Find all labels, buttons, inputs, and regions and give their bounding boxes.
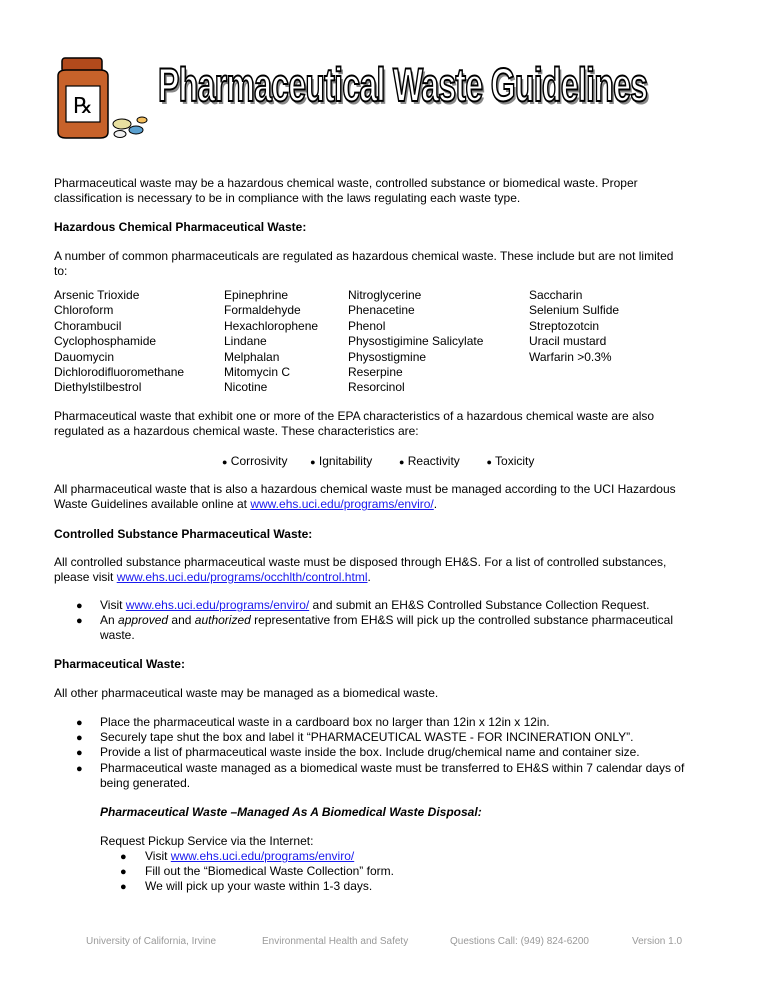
pharma-para: All other pharmaceutical waste may be managed as a biomedical waste. — [54, 686, 439, 700]
biomedical-subheading: Pharmaceutical Waste –Managed As A Biomedical Waste Disposal: — [100, 805, 482, 819]
footer-dept: Environmental Health and Safety — [262, 936, 409, 947]
request-bullet-3: We will pick up your waste within 1-3 days. — [145, 879, 373, 893]
controlled-bullet-2-cont: waste. — [100, 628, 135, 642]
bullet-icon: ● — [76, 615, 83, 627]
chemical-item: Physostigmine — [348, 349, 427, 364]
bullet-icon: ● — [76, 763, 83, 775]
chemical-item: Saccharin — [529, 288, 583, 302]
controlled-bullet-2: An approved and authorized representative from EH&S will pick up the controlled substance pharmaceutical — [100, 613, 674, 627]
footer-version: Version 1.0 — [632, 936, 683, 947]
footer-phone: Questions Call: (949) 824-6200 — [450, 936, 589, 947]
chemical-item: Dauomycin — [54, 349, 115, 364]
controlled-line-1: All controlled substance pharmaceutical waste must be disposed through EH&S. For a list of controlled substances, — [54, 555, 667, 569]
request-bullet-1: Visit www.ehs.uci.edu/programs/enviro/ — [145, 849, 355, 863]
pharma-heading: Pharmaceutical Waste: — [54, 657, 185, 671]
chemical-item: Selenium Sulfide — [529, 303, 620, 318]
intro-line-2: classification is necessary to be in compliance with the laws regulating each waste type. — [54, 191, 521, 205]
uci-line-1: All pharmaceutical waste that is also a hazardous chemical waste must be managed according to the UCI Hazardous — [54, 482, 676, 496]
chemical-item: Streptozotcin — [529, 318, 600, 333]
chemical-item: Chloroform — [54, 303, 114, 318]
bullet-icon: ● — [120, 851, 127, 863]
bullet-icon: ● — [120, 881, 127, 893]
chemical-item: Mitomycin C — [224, 365, 291, 380]
footer-org: University of California, Irvine — [86, 936, 217, 947]
characteristic-corrosivity: Corrosivity — [230, 454, 288, 468]
chemical-item: Reserpine — [348, 365, 403, 380]
epa-characteristics: ● Corrosivity ● Ignitability ● Reactivity ● Toxicity — [222, 454, 535, 468]
bullet-icon: ● — [76, 717, 83, 729]
bullet-icon: ● — [76, 747, 83, 759]
enviro-link[interactable]: www.ehs.uci.edu/programs/enviro/ — [250, 497, 434, 511]
chemical-item: Hexachlorophene — [224, 318, 319, 333]
intro-line-1: Pharmaceutical waste may be a hazardous chemical waste, controlled substance or biomedical waste. Proper — [54, 176, 638, 190]
page-title: Pharmaceutical Waste Guidelines — [158, 58, 648, 111]
uci-line-2: Waste Guidelines available online at www.ehs.uci.edu/programs/enviro/. — [54, 497, 438, 511]
chemical-item: Melphalan — [224, 349, 280, 364]
hazardous-para-2: to: — [54, 264, 68, 278]
chemical-item: Lindane — [224, 334, 267, 349]
chemical-column-1 — [54, 288, 184, 396]
pharma-bullet-4: Pharmaceutical waste managed as a biomedical waste must be transferred to EH&S within 7 calendar days of — [100, 761, 685, 775]
controlled-bullet-1: Visit www.ehs.uci.edu/programs/enviro/ and submit an EH&S Controlled Substance Collection Request. — [100, 598, 650, 612]
characteristic-reactivity: Reactivity — [407, 454, 460, 468]
pharma-bullet-1: Place the pharmaceutical waste in a cardboard box no larger than 12in x 12in x 12in. — [100, 715, 550, 729]
chemical-item: Uracil mustard — [529, 334, 607, 349]
controlled-line-2: please visit www.ehs.uci.edu/programs/occhlth/control.html. — [54, 570, 371, 584]
bullet-icon: ● — [120, 866, 127, 878]
bullet-icon: ● — [76, 732, 83, 744]
chemical-item: Arsenic Trioxide — [54, 288, 140, 302]
rx-bottle-logo — [52, 50, 152, 140]
pharma-bullet-4-cont: being generated. — [100, 776, 191, 790]
enviro-link[interactable]: www.ehs.uci.edu/programs/enviro/ — [170, 849, 355, 863]
chemical-item: Cyclophosphamide — [54, 334, 157, 349]
request-bullet-2: Fill out the “Biomedical Waste Collection” form. — [145, 864, 394, 878]
epa-para-2: regulated as a hazardous chemical waste. These characteristics are: — [54, 424, 419, 438]
chemical-item: Nitroglycerine — [348, 288, 422, 302]
bullet-icon: ● — [76, 600, 83, 612]
enviro-link[interactable]: www.ehs.uci.edu/programs/enviro/ — [125, 598, 310, 612]
hazardous-para-1: A number of common pharmaceuticals are regulated as hazardous chemical waste. These include but are not limited — [54, 249, 674, 263]
chemical-item: Resorcinol — [348, 380, 405, 395]
request-pickup-text: Request Pickup Service via the Internet: — [100, 834, 314, 848]
chemical-item: Epinephrine — [224, 288, 289, 302]
rx-symbol: ℞ — [73, 94, 93, 119]
characteristic-ignitability: Ignitability — [318, 454, 373, 468]
chemical-item: Formaldehyde — [224, 303, 301, 318]
chemical-item: Nicotine — [224, 380, 268, 395]
epa-para-1: Pharmaceutical waste that exhibit one or more of the EPA characteristics of a hazardous chemical waste are also — [54, 409, 655, 423]
controlled-heading: Controlled Substance Pharmaceutical Waste: — [54, 527, 313, 541]
chemical-item: Diethylstilbestrol — [54, 380, 142, 395]
chemical-column-4 — [529, 288, 619, 365]
chemical-item: Dichlorodifluoromethane — [54, 365, 185, 380]
chemical-item: Chorambucil — [54, 318, 122, 333]
control-list-link[interactable]: www.ehs.uci.edu/programs/occhlth/control.html — [116, 570, 368, 584]
pharma-bullet-3: Provide a list of pharmaceutical waste inside the box. Include drug/chemical name and container size. — [100, 745, 640, 759]
pharma-bullet-2: Securely tape shut the box and label it “PHARMACEUTICAL WASTE - FOR INCINERATION ONLY”. — [100, 730, 634, 744]
chemical-item: Warfarin >0.3% — [529, 349, 612, 364]
hazardous-heading: Hazardous Chemical Pharmaceutical Waste: — [54, 220, 307, 234]
characteristic-toxicity: Toxicity — [495, 454, 535, 468]
chemical-item: Phenacetine — [348, 303, 415, 318]
chemical-column-2 — [224, 288, 318, 396]
chemical-column-3 — [348, 288, 483, 396]
chemical-item: Physostigimine Salicylate — [348, 334, 484, 349]
chemical-item: Phenol — [348, 318, 386, 333]
